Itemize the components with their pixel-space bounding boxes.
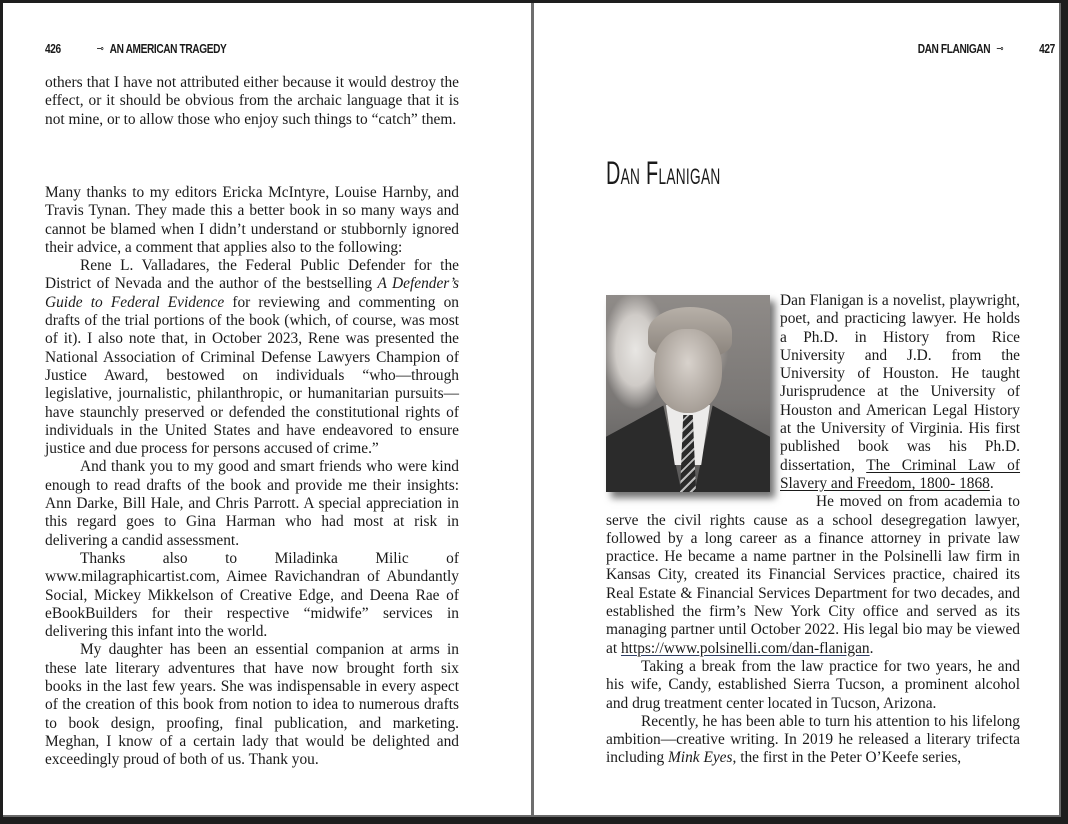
arrow-ornament-icon: ⊸ <box>996 43 1004 55</box>
right-running-head <box>918 41 1055 56</box>
legal-bio-link[interactable]: https://www.polsinelli.com/dan-flanigan <box>620 639 870 657</box>
paragraph: Many thanks to my editors Ericka McIntyre, Louise Harnby, and Travis Tynan. They made this a better book in so many ways and cannot be blamed when I didn’t understand or stubbornly ignored their advice, a comment that applies also to the following: <box>45 184 459 256</box>
left-running-head <box>45 41 226 56</box>
paragraph: Thanks also to Miladinka Milic of www.milagraphicartist.com, Aimee Ravichandran of Abundantly Social, Mickey Mikkelson of Creative Edge, and Deena Rae of eBookBuilders for their respective “midwife” services in delivering this infant into the world. <box>45 549 459 641</box>
continuation-text <box>45 74 459 129</box>
paragraph: Rene L. Valladares, the Federal Public Defender for the District of Nevada and the author of the bestselling A Defender’s Guide to Federal Evidence for reviewing and commenting on drafts of the trial portions of the book (which, of course, was most of it). I also note that, in October 2023, Rene was presented the National Association of Criminal Defense Lawyers Champion of Justice Award, bestowed on individuals “who—through legislative, journalistic, philanthropic, or humanitarian pursuits—have staunchly preserved or defended the constitutional rights of individuals in the United States and have endeavored to ensure justice and due process for persons accused of crime.” <box>45 257 459 458</box>
author-bio <box>606 292 1020 768</box>
chapter-title: Dan Flanigan <box>606 155 721 191</box>
paragraph: My daughter has been an essential companion at arms in these late literary adventures that have now brought forth six books in the last few years. She was indispensable in every aspect of the creation of this book from notion to idea to numerous drafts to book design, proofing, final publication, and marketing. Meghan, I know of a certain lady that would be delighted and exceedingly proud of both of us. Thank you. <box>45 641 459 769</box>
paragraph: others that I have not attributed either because it would destroy the effect, or it should be obvious from the archaic language that it is not mine, or to allow those who enjoy such things to “catch” them. <box>45 74 459 128</box>
paragraph: He moved on from academia to serve the civil rights cause as a school desegregation lawyer, followed by a long career as a finance attorney in private law practice. He became a name partner in the Polsinelli law firm in Kansas City, created its Financial Services practice, chaired its Real Estate & Financial Services Department for two decades, and established the firm’s New York City office and served as its managing partner until October 2022. His legal bio may be viewed at https://www.polsinelli.com/dan-flanigan. <box>606 493 1020 657</box>
paragraph: And thank you to my good and smart friends who were kind enough to read drafts of the book and provide me their insights: Ann Darke, Bill Hale, and Chris Parrott. A special appreciation in this regard goes to Gina Harman who had most at risk in delivering a candid assessment. <box>45 458 459 549</box>
acknowledgments-text <box>45 184 459 770</box>
arrow-ornament-icon: ⊸ <box>96 43 104 55</box>
book-title: A Defender’s Guide to Federal Evidence <box>45 275 459 311</box>
right-page <box>534 3 1059 815</box>
running-head-title: DAN FLANIGAN <box>917 41 991 56</box>
left-page <box>3 3 531 815</box>
book-title: Mink Eyes <box>667 749 733 767</box>
paragraph: Taking a break from the law practice for two years, he and his wife, Candy, established Sierra Tucson, a prominent alcohol and drug treatment center located in Tucson, Arizona. <box>606 657 1020 712</box>
paragraph: Dan Flanigan is a novelist, playwright, poet, and practicing lawyer. He holds a Ph.D. in History from Rice University and J.D. from the University of Houston. He taught Jurisprudence at the University of Houston and American Legal History at the University of Virginia. His first published book was his Ph.D. dissertation, The Criminal Law of Slavery and Freedom, 1800- 1868. <box>780 292 1021 492</box>
dissertation-title: The Criminal Law of Slavery and Freedom, 1800- 1868 <box>780 456 1021 492</box>
page-number: 426 <box>45 41 61 56</box>
running-head-title: AN AMERICAN TRAGEDY <box>109 41 227 56</box>
page-number: 427 <box>1039 41 1055 56</box>
paragraph: Recently, he has been able to turn his attention to his lifelong ambition—creative writing. In 2019 he released a literary trifecta including Mink Eyes, the first in the Peter O’Keefe series, <box>606 712 1020 767</box>
author-photo <box>606 295 770 492</box>
book-spread <box>3 3 1061 817</box>
